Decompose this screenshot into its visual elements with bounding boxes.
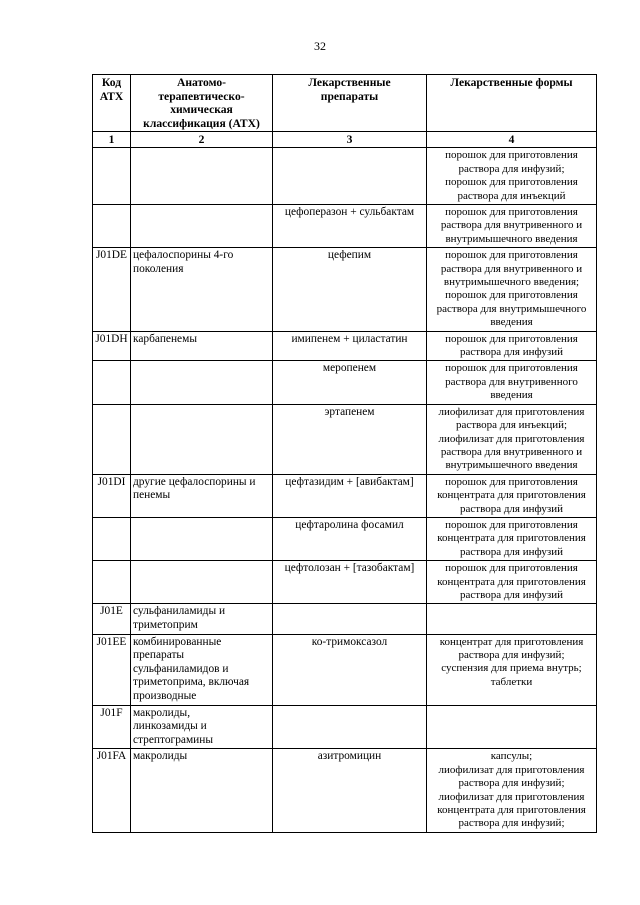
- text-line: порошок для приготовления: [445, 149, 578, 162]
- classification-cell: [131, 561, 273, 604]
- classification-cell: [131, 604, 273, 634]
- text-line: раствора для внутривенного и: [440, 262, 583, 275]
- column-number: 1: [93, 132, 131, 148]
- text-line: эртапенем: [324, 405, 375, 418]
- text-line: Лекарственные: [308, 76, 391, 89]
- text-line: АТХ: [99, 89, 124, 103]
- text-line: триметоприм: [133, 618, 198, 631]
- text-line: порошок для приготовления: [445, 562, 578, 575]
- text-line: цефтолозан + [тазобактам]: [284, 562, 415, 575]
- atc-code-cell: J01DH: [93, 331, 131, 361]
- text-line: Анатомо-: [176, 76, 227, 89]
- text-line: химическая: [170, 103, 233, 117]
- atc-code-cell: [93, 361, 131, 404]
- table-row: [93, 205, 597, 248]
- dosage-form-cell: [427, 634, 597, 705]
- text-line: ко-тримоксазол: [311, 635, 388, 648]
- text-line: раствора для инфузий;: [458, 648, 565, 661]
- table-row: [93, 248, 597, 331]
- atc-code-cell: J01E: [93, 604, 131, 634]
- table-row: [93, 361, 597, 404]
- atc-code-cell: [93, 148, 131, 205]
- dosage-form-cell: [427, 474, 597, 517]
- text-line: концентрата для приготовления: [437, 532, 586, 545]
- dosage-form-cell: [427, 517, 597, 560]
- text-line: сульфаниламидов и: [133, 662, 229, 675]
- text-line: раствора для инфузий: [460, 346, 563, 359]
- text-line: концентрата для приготовления: [437, 575, 586, 588]
- classification-cell: [131, 148, 273, 205]
- text-line: карбапенемы: [133, 332, 197, 345]
- drug-cell: [273, 205, 427, 248]
- text-line: цефалоспорины 4-го: [133, 249, 234, 262]
- text-line: макролиды,: [133, 706, 191, 719]
- text-line: меропенем: [322, 362, 377, 375]
- text-line: азитромицин: [317, 750, 382, 763]
- atc-code-cell: J01EE: [93, 634, 131, 705]
- page-number: 32: [314, 39, 326, 53]
- classification-cell: [131, 331, 273, 361]
- dosage-form-cell: [427, 361, 597, 404]
- column-number: 3: [273, 132, 427, 148]
- text-line: Лекарственные формы: [450, 76, 573, 89]
- dosage-form-cell: [427, 561, 597, 604]
- text-line: цефоперазон + сульбактам: [284, 206, 415, 218]
- table-row: [93, 561, 597, 604]
- text-line: препараты: [133, 649, 185, 662]
- text-line: порошок для приготовления: [445, 518, 578, 531]
- header-forms: [427, 75, 597, 132]
- text-line: раствора для инъекций: [457, 189, 566, 202]
- atc-code-cell: J01F: [93, 705, 131, 749]
- drug-cell: [273, 404, 427, 474]
- header-classification: [131, 75, 273, 132]
- text-line: раствора для инфузий;: [458, 162, 565, 175]
- text-line: другие цефалоспорины и: [133, 475, 256, 488]
- text-line: терапевтическо-: [158, 89, 245, 103]
- dosage-form-cell: [427, 705, 597, 749]
- text-line: лиофилизат для приготовления: [438, 790, 585, 803]
- drug-cell: [273, 474, 427, 517]
- text-line: сульфаниламиды и: [133, 605, 226, 618]
- text-line: раствора для инфузий: [460, 588, 563, 601]
- text-line: порошок для приготовления: [445, 362, 578, 375]
- dosage-form-cell: [427, 331, 597, 361]
- text-line: стрептограмины: [133, 733, 214, 746]
- dosage-form-cell: [427, 404, 597, 474]
- text-line: порошок для приготовления: [445, 332, 578, 345]
- column-number: 4: [427, 132, 597, 148]
- atc-code-cell: [93, 561, 131, 604]
- text-line: раствора для внутривенного и: [440, 219, 583, 232]
- text-line: цефепим: [327, 249, 372, 262]
- text-line: препараты: [320, 89, 379, 103]
- atc-code-cell: [93, 205, 131, 248]
- dosage-form-cell: [427, 205, 597, 248]
- drug-cell: [273, 331, 427, 361]
- text-line: раствора для инфузий: [460, 502, 563, 515]
- header-drugs: [273, 75, 427, 132]
- classification-cell: [131, 517, 273, 560]
- text-line: раствора для инфузий: [460, 545, 563, 558]
- text-line: раствора для внутривенного и: [440, 445, 583, 458]
- text-line: комбинированные: [133, 635, 222, 648]
- text-line: введения: [490, 389, 533, 402]
- text-line: линкозамиды и: [133, 720, 207, 733]
- classification-cell: [131, 749, 273, 832]
- drug-cell: [273, 361, 427, 404]
- text-line: концентрата для приготовления: [437, 803, 586, 816]
- atc-code-cell: [93, 517, 131, 560]
- text-line: пенемы: [133, 489, 171, 502]
- text-line: лиофилизат для приготовления: [438, 763, 585, 776]
- table-row: [93, 634, 597, 705]
- drug-cell: [273, 604, 427, 634]
- column-number-row: [93, 132, 597, 148]
- table-row: [93, 148, 597, 205]
- text-line: суспензия для приема внутрь;: [441, 662, 582, 675]
- text-line: Код: [101, 76, 122, 89]
- text-line: лиофилизат для приготовления: [438, 405, 585, 418]
- drug-cell: [273, 248, 427, 331]
- drug-cell: [273, 705, 427, 749]
- text-line: классификация (АТХ): [143, 116, 260, 130]
- text-line: порошок для приготовления: [445, 206, 578, 218]
- classification-cell: [131, 474, 273, 517]
- atc-code-cell: J01DI: [93, 474, 131, 517]
- column-number: 2: [131, 132, 273, 148]
- classification-cell: [131, 404, 273, 474]
- dosage-form-cell: [427, 749, 597, 832]
- table-row: [93, 705, 597, 749]
- text-line: внутримышечного введения;: [443, 276, 580, 289]
- classification-cell: [131, 705, 273, 749]
- classification-cell: [131, 248, 273, 331]
- atc-code-cell: [93, 404, 131, 474]
- table-row: [93, 331, 597, 361]
- drug-cell: [273, 561, 427, 604]
- table-row: [93, 404, 597, 474]
- text-line: концентрата для приготовления: [437, 489, 586, 502]
- text-line: производные: [133, 689, 197, 702]
- atc-code-cell: J01DE: [93, 248, 131, 331]
- dosage-form-cell: [427, 148, 597, 205]
- drug-cell: [273, 749, 427, 832]
- text-line: внутримышечного введения: [445, 232, 578, 245]
- table-row: [93, 604, 597, 634]
- text-line: порошок для приготовления: [445, 475, 578, 488]
- text-line: порошок для приготовления: [445, 249, 578, 262]
- text-line: поколения: [133, 262, 184, 275]
- drug-cell: [273, 148, 427, 205]
- text-line: цефтазидим + [авибактам]: [285, 475, 414, 488]
- text-line: порошок для приготовления: [445, 289, 578, 302]
- text-line: макролиды: [133, 750, 188, 763]
- dosage-form-cell: [427, 248, 597, 331]
- text-line: таблетки: [490, 675, 533, 688]
- table-row: [93, 474, 597, 517]
- text-line: раствора для внутримышечного: [436, 302, 587, 315]
- text-line: введения: [490, 316, 533, 329]
- text-line: триметоприма, включая: [133, 676, 250, 689]
- classification-cell: [131, 205, 273, 248]
- text-line: раствора для инфузий;: [458, 777, 565, 790]
- text-line: имипенем + циластатин: [291, 332, 408, 345]
- atc-code-cell: J01FA: [93, 749, 131, 832]
- header-row: [93, 75, 597, 132]
- text-line: внутримышечного введения: [445, 459, 578, 472]
- header-code: [93, 75, 131, 132]
- dosage-form-cell: [427, 604, 597, 634]
- table-row: [93, 517, 597, 560]
- text-line: раствора для инъекций;: [455, 419, 568, 432]
- text-line: раствора для инфузий;: [458, 817, 565, 830]
- text-line: капсулы;: [490, 750, 533, 763]
- text-line: цефтаролина фосамил: [295, 518, 404, 531]
- table-body: [93, 148, 597, 832]
- classification-cell: [131, 634, 273, 705]
- text-line: раствора для внутривенного: [445, 375, 578, 388]
- drug-cell: [273, 634, 427, 705]
- text-line: лиофилизат для приготовления: [438, 432, 585, 445]
- drug-table: [92, 74, 597, 833]
- text-line: порошок для приготовления: [445, 176, 578, 189]
- table-row: [93, 749, 597, 832]
- classification-cell: [131, 361, 273, 404]
- text-line: концентрат для приготовления: [439, 635, 584, 648]
- drug-cell: [273, 517, 427, 560]
